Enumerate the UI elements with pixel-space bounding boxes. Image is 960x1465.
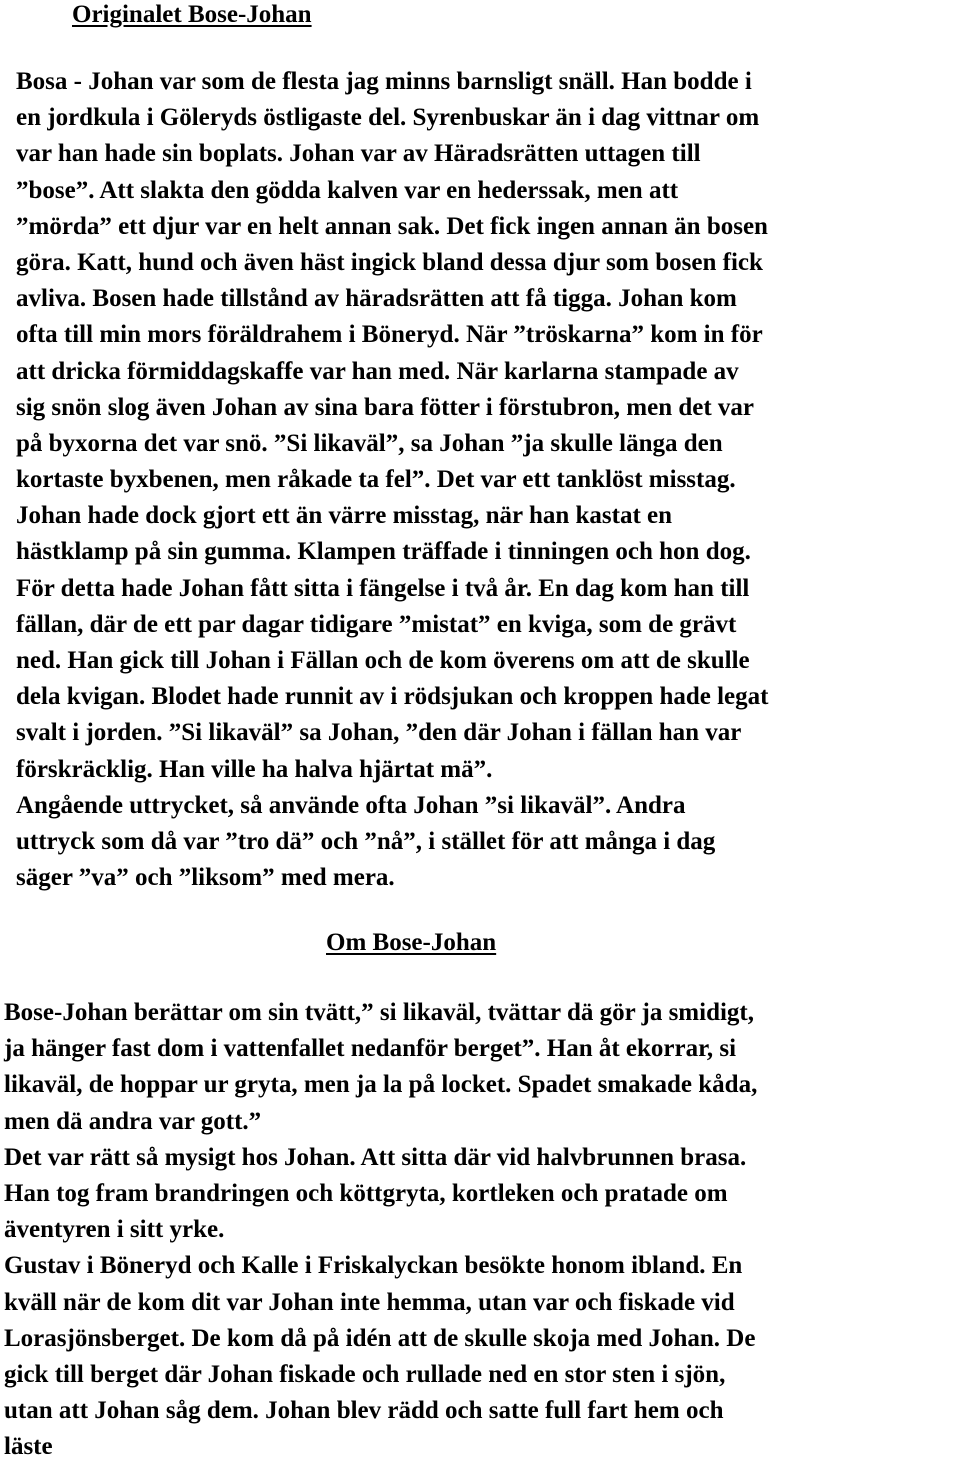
text-line: Angående uttrycket, så använde ofta Johan ”si likaväl”. Andra (16, 791, 686, 819)
text-line: svalt i jorden. ”Si likaväl” sa Johan, ”den där Johan i fällan han var (16, 719, 742, 747)
text-line: hästklamp på sin gumma. Klampen träffade i tinningen och hon dog. (16, 538, 751, 566)
text-line: likaväl, de hoppar ur gryta, men ja la på locket. Spadet smakade kåda, (4, 1071, 758, 1099)
text-line: kortaste byxbenen, men råkade ta fel”. Det var ett tanklöst misstag. (16, 466, 736, 494)
text-line: göra. Katt, hund och även häst ingick bland dessa djur som bosen fick (16, 248, 763, 276)
text-line: att dricka förmiddagskaffe var han med. När karlarna stampade av (16, 357, 739, 385)
text-line: äventyren i sitt yrke. (4, 1216, 225, 1244)
paragraph-om-bose-johan (4, 995, 757, 1465)
text-line: kväll när de kom dit var Johan inte hemma, utan var och fiskade vid (4, 1288, 735, 1316)
text-line: avliva. Bosen hade tillstånd av häradsrätten att få tigga. Johan kom (16, 285, 737, 313)
text-line: på byxorna det var snö. ”Si likaväl”, sa Johan ”ja skulle länga den (16, 429, 723, 457)
section-heading-om-bose-johan: Om Bose-Johan (326, 929, 497, 956)
text-line: Det var rätt så mysigt hos Johan. Att sitta där vid halvbrunnen brasa. (4, 1143, 747, 1171)
text-line: ned. Han gick till Johan i Fällan och de kom överens om att de skulle (16, 647, 750, 674)
text-line: Johan hade dock gjort ett än värre misstag, när han kastat en (16, 502, 673, 530)
text-line: var han hade sin boplats. Johan var av Häradsrätten uttagen till (16, 140, 701, 168)
text-line: Bose-Johan berättar om sin tvätt,” si likaväl, tvättar dä gör ja smidigt, (4, 999, 754, 1026)
text-line: uttryck som då var ”tro dä” och ”nå”, i stället för att många i dag (16, 827, 716, 855)
text-line: ja hänger fast dom i vattenfallet nedanför berget”. Han åt ekorrar, si (4, 1035, 737, 1063)
text-line: Bosa - Johan var som de flesta jag minns barnsligt snäll. Han bodde i (16, 68, 752, 95)
text-line: läste (4, 1433, 53, 1461)
text-line: en jordkula i Göleryds östligaste del. Syrenbuskar än i dag vittnar om (16, 104, 760, 132)
text-line: För detta hade Johan fått sitta i fängelse i två år. En dag kom han till (16, 574, 750, 602)
text-line: gick till berget där Johan fiskade och rullade ned en stor sten i sjön, (4, 1360, 726, 1388)
text-line: utan att Johan såg dem. Johan blev rädd och satte full fart hem och (4, 1397, 724, 1425)
text-line: ”mörda” ett djur var en helt annan sak. Det fick ingen annan än bosen (16, 212, 768, 240)
paragraph-originalet (16, 64, 768, 896)
text-line: ofta till min mors föräldrahem i Böneryd. När ”tröskarna” kom in för (16, 321, 763, 349)
text-line: men dä andra var gott.” (4, 1107, 262, 1135)
text-line: Gustav i Böneryd och Kalle i Friskalyckan besökte honom ibland. En (4, 1252, 743, 1280)
text-line: Lorasjönsberget. De kom då på idén att de skulle skoja med Johan. De (4, 1324, 756, 1352)
text-line: dela kvigan. Blodet hade runnit av i rödsjukan och kroppen hade legat (16, 683, 769, 711)
text-line: Han tog fram brandringen och köttgryta, kortleken och pratade om (4, 1179, 728, 1207)
section-heading-originalet: Originalet Bose-Johan (72, 1, 312, 28)
text-line: sig snön slog även Johan av sina bara fötter i förstubron, men det var (16, 393, 755, 421)
text-line: fällan, där de ett par dagar tidigare ”mistat” en kviga, som de grävt (16, 610, 737, 638)
text-line: ”bose”. Att slakta den gödda kalven var en hederssak, men att (16, 176, 679, 204)
text-line: säger ”va” och ”liksom” med mera. (16, 864, 395, 892)
text-line: förskräcklig. Han ville ha halva hjärtat mä”. (16, 755, 493, 783)
